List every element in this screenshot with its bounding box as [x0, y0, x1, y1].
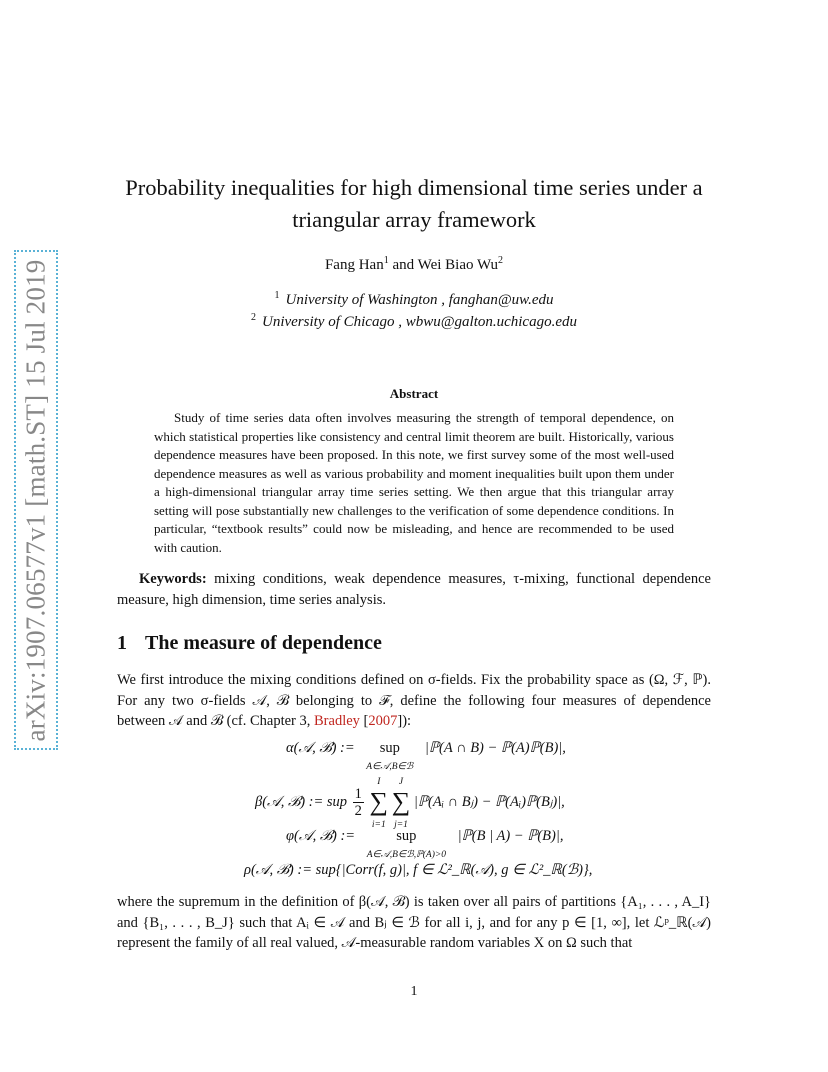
alpha-lhs: α(𝒜, ℬ) := — [286, 740, 359, 756]
abstract-body: Study of time series data often involves measuring the strength of temporal dependence, on which statistical properties like consistency and central limit theorem are built. Historically, various dependence measures have been proposed. In this note, we first survey some of the most well-used dependence measures as well as various probability and moment inequalities built upon them under a high-dimensional triangular array time series setting. We then argue that this triangular array setting will pose substantially new challenges to the verification of some dependence conditions. In particular, “textbook results” could now be misleading, and hence are recommended to be used with caution. — [154, 410, 674, 555]
affiliation-2-sup: 2 — [250, 312, 256, 323]
equation-phi — [286, 828, 563, 862]
alpha-rhs: |ℙ(A ∩ B) − ℙ(A)ℙ(B)|, — [424, 740, 566, 756]
keywords-label: Keywords: — [139, 571, 207, 587]
section-heading — [117, 632, 382, 655]
beta-lhs: β(𝒜, ℬ) := sup — [255, 793, 348, 810]
citation-bradley[interactable]: Bradley — [314, 713, 360, 729]
beta-sum1-bot: i=1 — [371, 820, 386, 830]
intro-text-a: We first introduce the mixing conditions defined on σ-fields. Fix the probability space as (Ω, ℱ, ℙ). For any two σ-fields 𝒜, ℬ belonging to ℱ, define the following four measures of dependence between 𝒜 and ℬ (cf. Chapter 3, — [117, 672, 711, 729]
section-continuation: where the supremum in the definition of β(𝒜, ℬ) is taken over all pairs of partitions {A₁, . . . , A_I} and {B₁, . . . , B_J} such that Aᵢ ∈ 𝒜 and Bⱼ ∈ ℬ for all i, j, and for any p ∈ [1, ∞], let ℒᵖ_ℝ(𝒜) represent the family of all real valued, 𝒜-measurable random variables X on Ω such that — [117, 894, 711, 951]
alpha-sup: sup — [379, 740, 400, 756]
arxiv-stamp — [14, 250, 58, 750]
affiliation-1 — [110, 290, 718, 309]
author-1-sup: 1 — [383, 255, 389, 266]
beta-sum2-bot: j=1 — [394, 820, 408, 830]
beta-frac-num: 1 — [354, 785, 362, 802]
section-intro — [117, 670, 711, 732]
intro-text-b: [ — [359, 713, 369, 729]
affiliation-2-text: University of Chicago , wbwu@galton.uchicago.edu — [261, 314, 577, 330]
title-line-2: triangular array framework — [292, 207, 536, 232]
affiliation-2 — [110, 312, 718, 331]
phi-sub: A∈𝒜,B∈ℬ,ℙ(A)>0 — [366, 850, 447, 860]
equation-alpha — [286, 740, 566, 774]
beta-sum2-top: J — [398, 777, 404, 787]
citation-year[interactable]: 2007 — [368, 713, 398, 729]
affiliation-1-sup: 1 — [274, 290, 280, 301]
title-line-1: Probability inequalities for high dimensional time series under a — [125, 175, 703, 200]
author-2: Wei Biao Wu — [417, 257, 499, 273]
equation-beta — [255, 772, 565, 832]
phi-rhs: |ℙ(B | A) − ℙ(B)|, — [457, 828, 564, 844]
author-1: Fang Han — [324, 257, 384, 273]
paper-title — [110, 172, 718, 236]
sum-symbol-1: ∑ — [369, 787, 389, 816]
alpha-sub: A∈𝒜,B∈ℬ — [366, 762, 414, 772]
section-number: 1 — [117, 632, 127, 654]
intro-text-c: ]): — [397, 713, 412, 729]
beta-sum1-top: I — [377, 777, 381, 787]
phi-sup: sup — [396, 828, 417, 844]
affiliation-1-text: University of Washington , fanghan@uw.edu — [285, 292, 554, 308]
arxiv-stamp-text: arXiv:1907.06577v1 [math.ST] 15 Jul 2019 — [20, 259, 51, 741]
sum-symbol-2: ∑ — [391, 787, 411, 816]
keywords-text: mixing conditions, weak dependence measures, τ-mixing, functional dependence measure, high dimension, time series analysis. — [117, 571, 711, 608]
keywords — [117, 569, 711, 610]
page-number: 1 — [410, 984, 418, 999]
equation-rho: ρ(𝒜, ℬ) := sup{|Corr(f, g)|, f ∈ ℒ²_ℝ(𝒜), g ∈ ℒ²_ℝ(ℬ)}, — [244, 862, 593, 878]
abstract-heading: Abstract — [389, 386, 439, 401]
authors — [110, 255, 718, 274]
beta-frac-den: 2 — [354, 802, 362, 819]
beta-rhs: |ℙ(Aᵢ ∩ Bⱼ) − ℙ(Aᵢ)ℙ(Bⱼ)|, — [413, 793, 565, 810]
authors-and: and — [388, 257, 418, 273]
section-title: The measure of dependence — [145, 632, 382, 654]
phi-lhs: φ(𝒜, ℬ) := — [286, 828, 359, 844]
author-2-sup: 2 — [498, 255, 504, 266]
